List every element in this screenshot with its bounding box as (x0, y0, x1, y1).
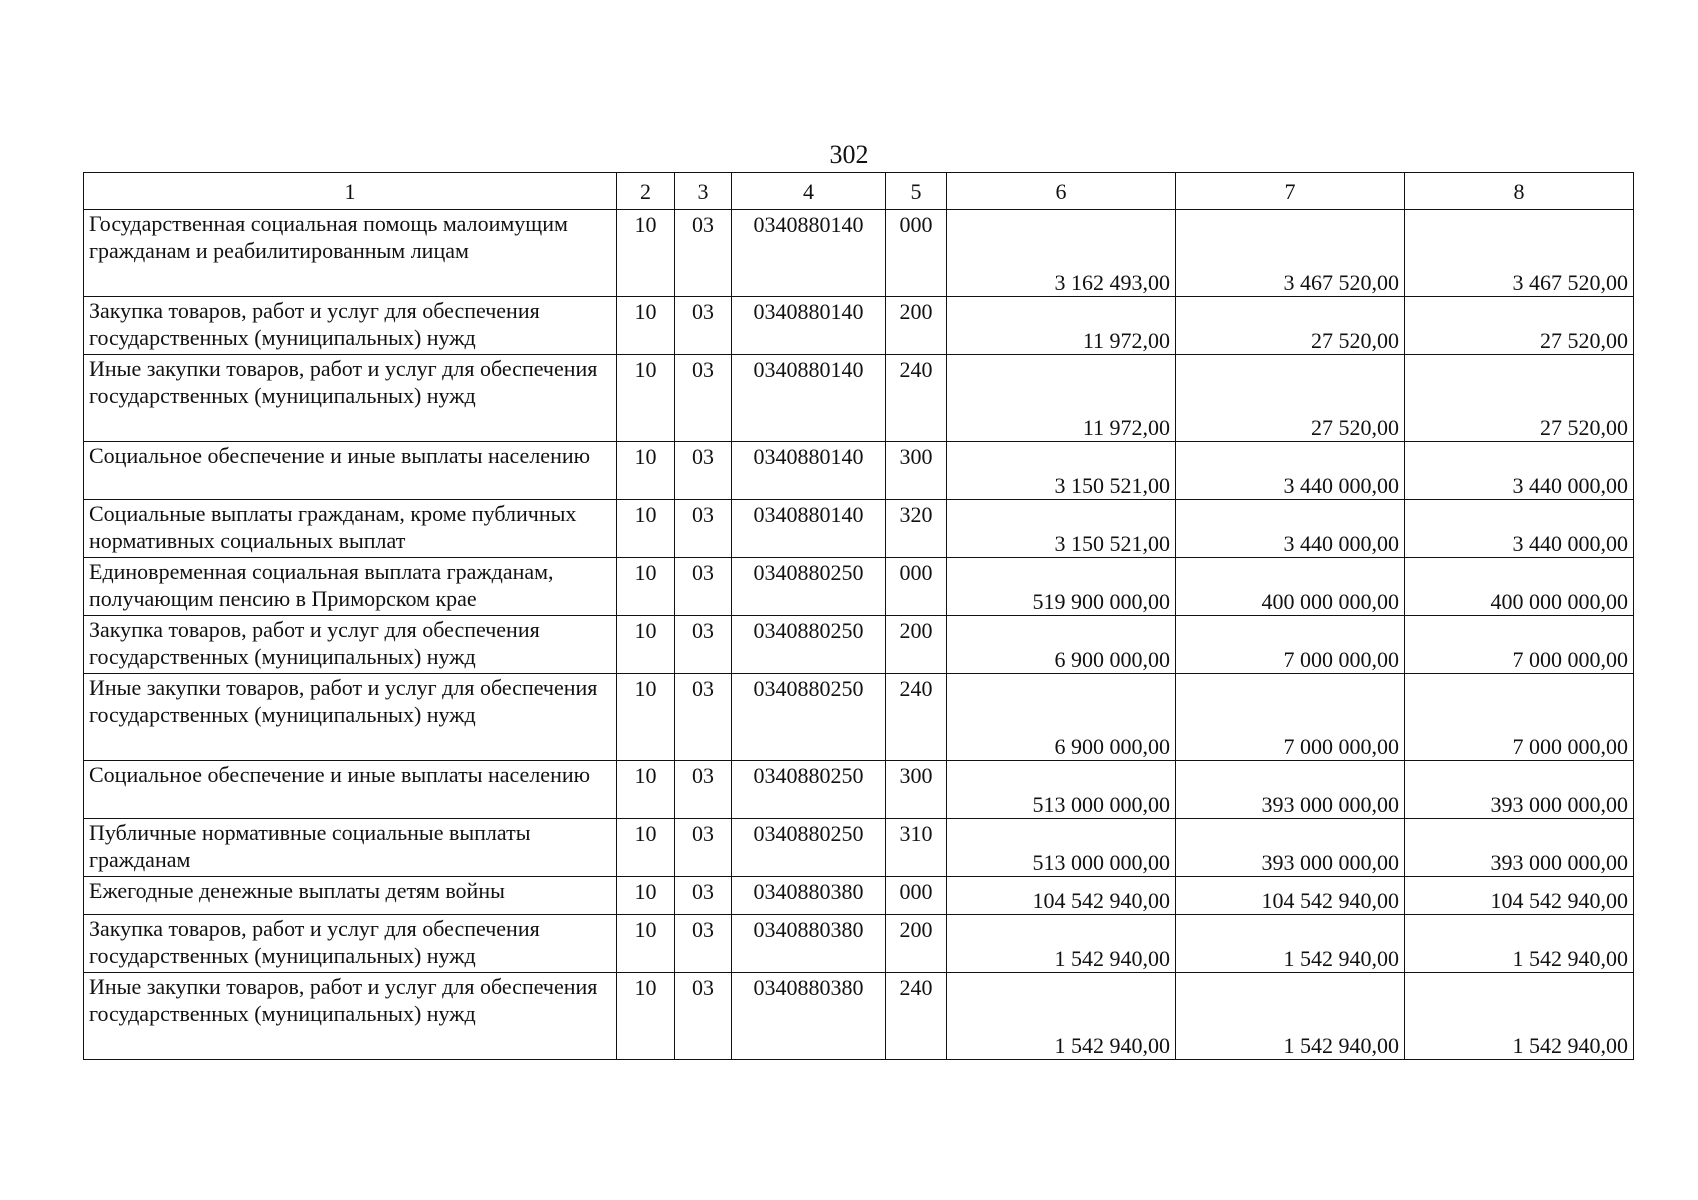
target-article-cell: 0340880380 (732, 973, 886, 1060)
item-name-cell: Закупка товаров, работ и услуг для обеспечения государственных (муниципальных) нужд (84, 616, 617, 674)
subsection-cell: 03 (675, 500, 732, 558)
table-row (84, 355, 1634, 442)
section-cell: 10 (617, 819, 675, 877)
subsection-cell: 03 (675, 558, 732, 616)
subsection-cell: 03 (675, 442, 732, 500)
item-name-cell: Социальное обеспечение и иные выплаты населению (84, 761, 617, 819)
amount-cell: 1 542 940,00 (1405, 973, 1634, 1060)
subsection-cell: 03 (675, 915, 732, 973)
amount-cell: 7 000 000,00 (1405, 616, 1634, 674)
amount-cell: 27 520,00 (1405, 297, 1634, 355)
table-row (84, 915, 1634, 973)
amount-cell: 7 000 000,00 (1176, 674, 1405, 761)
section-cell: 10 (617, 500, 675, 558)
section-cell: 10 (617, 674, 675, 761)
subsection-cell: 03 (675, 674, 732, 761)
column-header: 2 (617, 173, 675, 210)
item-name-cell: Единовременная социальная выплата гражданам, получающим пенсию в Приморском крае (84, 558, 617, 616)
amount-cell: 27 520,00 (1176, 355, 1405, 442)
header-row (84, 173, 1634, 210)
amount-cell: 393 000 000,00 (1405, 761, 1634, 819)
amount-cell: 1 542 940,00 (947, 973, 1176, 1060)
amount-cell: 27 520,00 (1405, 355, 1634, 442)
item-name-cell: Иные закупки товаров, работ и услуг для обеспечения государственных (муниципальных) нужд (84, 973, 617, 1060)
item-name-cell: Закупка товаров, работ и услуг для обеспечения государственных (муниципальных) нужд (84, 297, 617, 355)
target-article-cell: 0340880140 (732, 500, 886, 558)
expense-type-cell: 300 (886, 442, 947, 500)
section-cell: 10 (617, 915, 675, 973)
subsection-cell: 03 (675, 973, 732, 1060)
column-header: 4 (732, 173, 886, 210)
item-name-cell: Социальные выплаты гражданам, кроме публичных нормативных социальных выплат (84, 500, 617, 558)
subsection-cell: 03 (675, 761, 732, 819)
target-article-cell: 0340880250 (732, 616, 886, 674)
amount-cell: 393 000 000,00 (1405, 819, 1634, 877)
amount-cell: 513 000 000,00 (947, 761, 1176, 819)
amount-cell: 27 520,00 (1176, 297, 1405, 355)
section-cell: 10 (617, 355, 675, 442)
table-row (84, 877, 1634, 915)
amount-cell: 6 900 000,00 (947, 674, 1176, 761)
table-row (84, 500, 1634, 558)
subsection-cell: 03 (675, 819, 732, 877)
subsection-cell: 03 (675, 297, 732, 355)
item-name-cell: Иные закупки товаров, работ и услуг для обеспечения государственных (муниципальных) нужд (84, 355, 617, 442)
expense-type-cell: 200 (886, 616, 947, 674)
amount-cell: 3 440 000,00 (1405, 500, 1634, 558)
amount-cell: 3 150 521,00 (947, 442, 1176, 500)
table-row (84, 297, 1634, 355)
expense-type-cell: 300 (886, 761, 947, 819)
amount-cell: 104 542 940,00 (947, 877, 1176, 915)
amount-cell: 513 000 000,00 (947, 819, 1176, 877)
target-article-cell: 0340880250 (732, 819, 886, 877)
amount-cell: 1 542 940,00 (1176, 973, 1405, 1060)
target-article-cell: 0340880140 (732, 210, 886, 297)
target-article-cell: 0340880380 (732, 915, 886, 973)
amount-cell: 393 000 000,00 (1176, 819, 1405, 877)
amount-cell: 3 467 520,00 (1405, 210, 1634, 297)
expense-type-cell: 240 (886, 973, 947, 1060)
column-header: 5 (886, 173, 947, 210)
amount-cell: 1 542 940,00 (1176, 915, 1405, 973)
section-cell: 10 (617, 297, 675, 355)
table-row (84, 973, 1634, 1060)
column-header: 7 (1176, 173, 1405, 210)
table-row (84, 616, 1634, 674)
amount-cell: 400 000 000,00 (1176, 558, 1405, 616)
expense-type-cell: 200 (886, 915, 947, 973)
subsection-cell: 03 (675, 210, 732, 297)
page-number: 302 (829, 140, 869, 169)
section-cell: 10 (617, 210, 675, 297)
expense-type-cell: 000 (886, 877, 947, 915)
item-name-cell: Публичные нормативные социальные выплаты гражданам (84, 819, 617, 877)
item-name-cell: Ежегодные денежные выплаты детям войны (84, 877, 617, 915)
section-cell: 10 (617, 761, 675, 819)
subsection-cell: 03 (675, 877, 732, 915)
table-row (84, 558, 1634, 616)
amount-cell: 393 000 000,00 (1176, 761, 1405, 819)
expense-type-cell: 310 (886, 819, 947, 877)
column-header: 3 (675, 173, 732, 210)
target-article-cell: 0340880250 (732, 761, 886, 819)
expense-type-cell: 200 (886, 297, 947, 355)
item-name-cell: Иные закупки товаров, работ и услуг для обеспечения государственных (муниципальных) нужд (84, 674, 617, 761)
amount-cell: 7 000 000,00 (1176, 616, 1405, 674)
expense-type-cell: 320 (886, 500, 947, 558)
expense-type-cell: 240 (886, 674, 947, 761)
amount-cell: 104 542 940,00 (1176, 877, 1405, 915)
target-article-cell: 0340880250 (732, 558, 886, 616)
amount-cell: 400 000 000,00 (1405, 558, 1634, 616)
amount-cell: 11 972,00 (947, 355, 1176, 442)
target-article-cell: 0340880140 (732, 442, 886, 500)
amount-cell: 519 900 000,00 (947, 558, 1176, 616)
column-header: 6 (947, 173, 1176, 210)
amount-cell: 3 440 000,00 (1176, 500, 1405, 558)
target-article-cell: 0340880250 (732, 674, 886, 761)
expense-type-cell: 000 (886, 210, 947, 297)
section-cell: 10 (617, 616, 675, 674)
table-row (84, 210, 1634, 297)
budget-table (83, 172, 1634, 1060)
target-article-cell: 0340880380 (732, 877, 886, 915)
target-article-cell: 0340880140 (732, 355, 886, 442)
expense-type-cell: 240 (886, 355, 947, 442)
section-cell: 10 (617, 442, 675, 500)
section-cell: 10 (617, 973, 675, 1060)
amount-cell: 6 900 000,00 (947, 616, 1176, 674)
column-header: 1 (84, 173, 617, 210)
amount-cell: 3 440 000,00 (1405, 442, 1634, 500)
amount-cell: 1 542 940,00 (947, 915, 1176, 973)
section-cell: 10 (617, 558, 675, 616)
target-article-cell: 0340880140 (732, 297, 886, 355)
table-row (84, 674, 1634, 761)
amount-cell: 104 542 940,00 (1405, 877, 1634, 915)
amount-cell: 3 162 493,00 (947, 210, 1176, 297)
expense-type-cell: 000 (886, 558, 947, 616)
item-name-cell: Социальное обеспечение и иные выплаты населению (84, 442, 617, 500)
amount-cell: 7 000 000,00 (1405, 674, 1634, 761)
subsection-cell: 03 (675, 355, 732, 442)
item-name-cell: Закупка товаров, работ и услуг для обеспечения государственных (муниципальных) нужд (84, 915, 617, 973)
table-row (84, 442, 1634, 500)
amount-cell: 11 972,00 (947, 297, 1176, 355)
amount-cell: 1 542 940,00 (1405, 915, 1634, 973)
amount-cell: 3 467 520,00 (1176, 210, 1405, 297)
item-name-cell: Государственная социальная помощь малоимущим гражданам и реабилитированным лицам (84, 210, 617, 297)
table-row (84, 819, 1634, 877)
subsection-cell: 03 (675, 616, 732, 674)
section-cell: 10 (617, 877, 675, 915)
column-header: 8 (1405, 173, 1634, 210)
amount-cell: 3 150 521,00 (947, 500, 1176, 558)
amount-cell: 3 440 000,00 (1176, 442, 1405, 500)
table-row (84, 761, 1634, 819)
